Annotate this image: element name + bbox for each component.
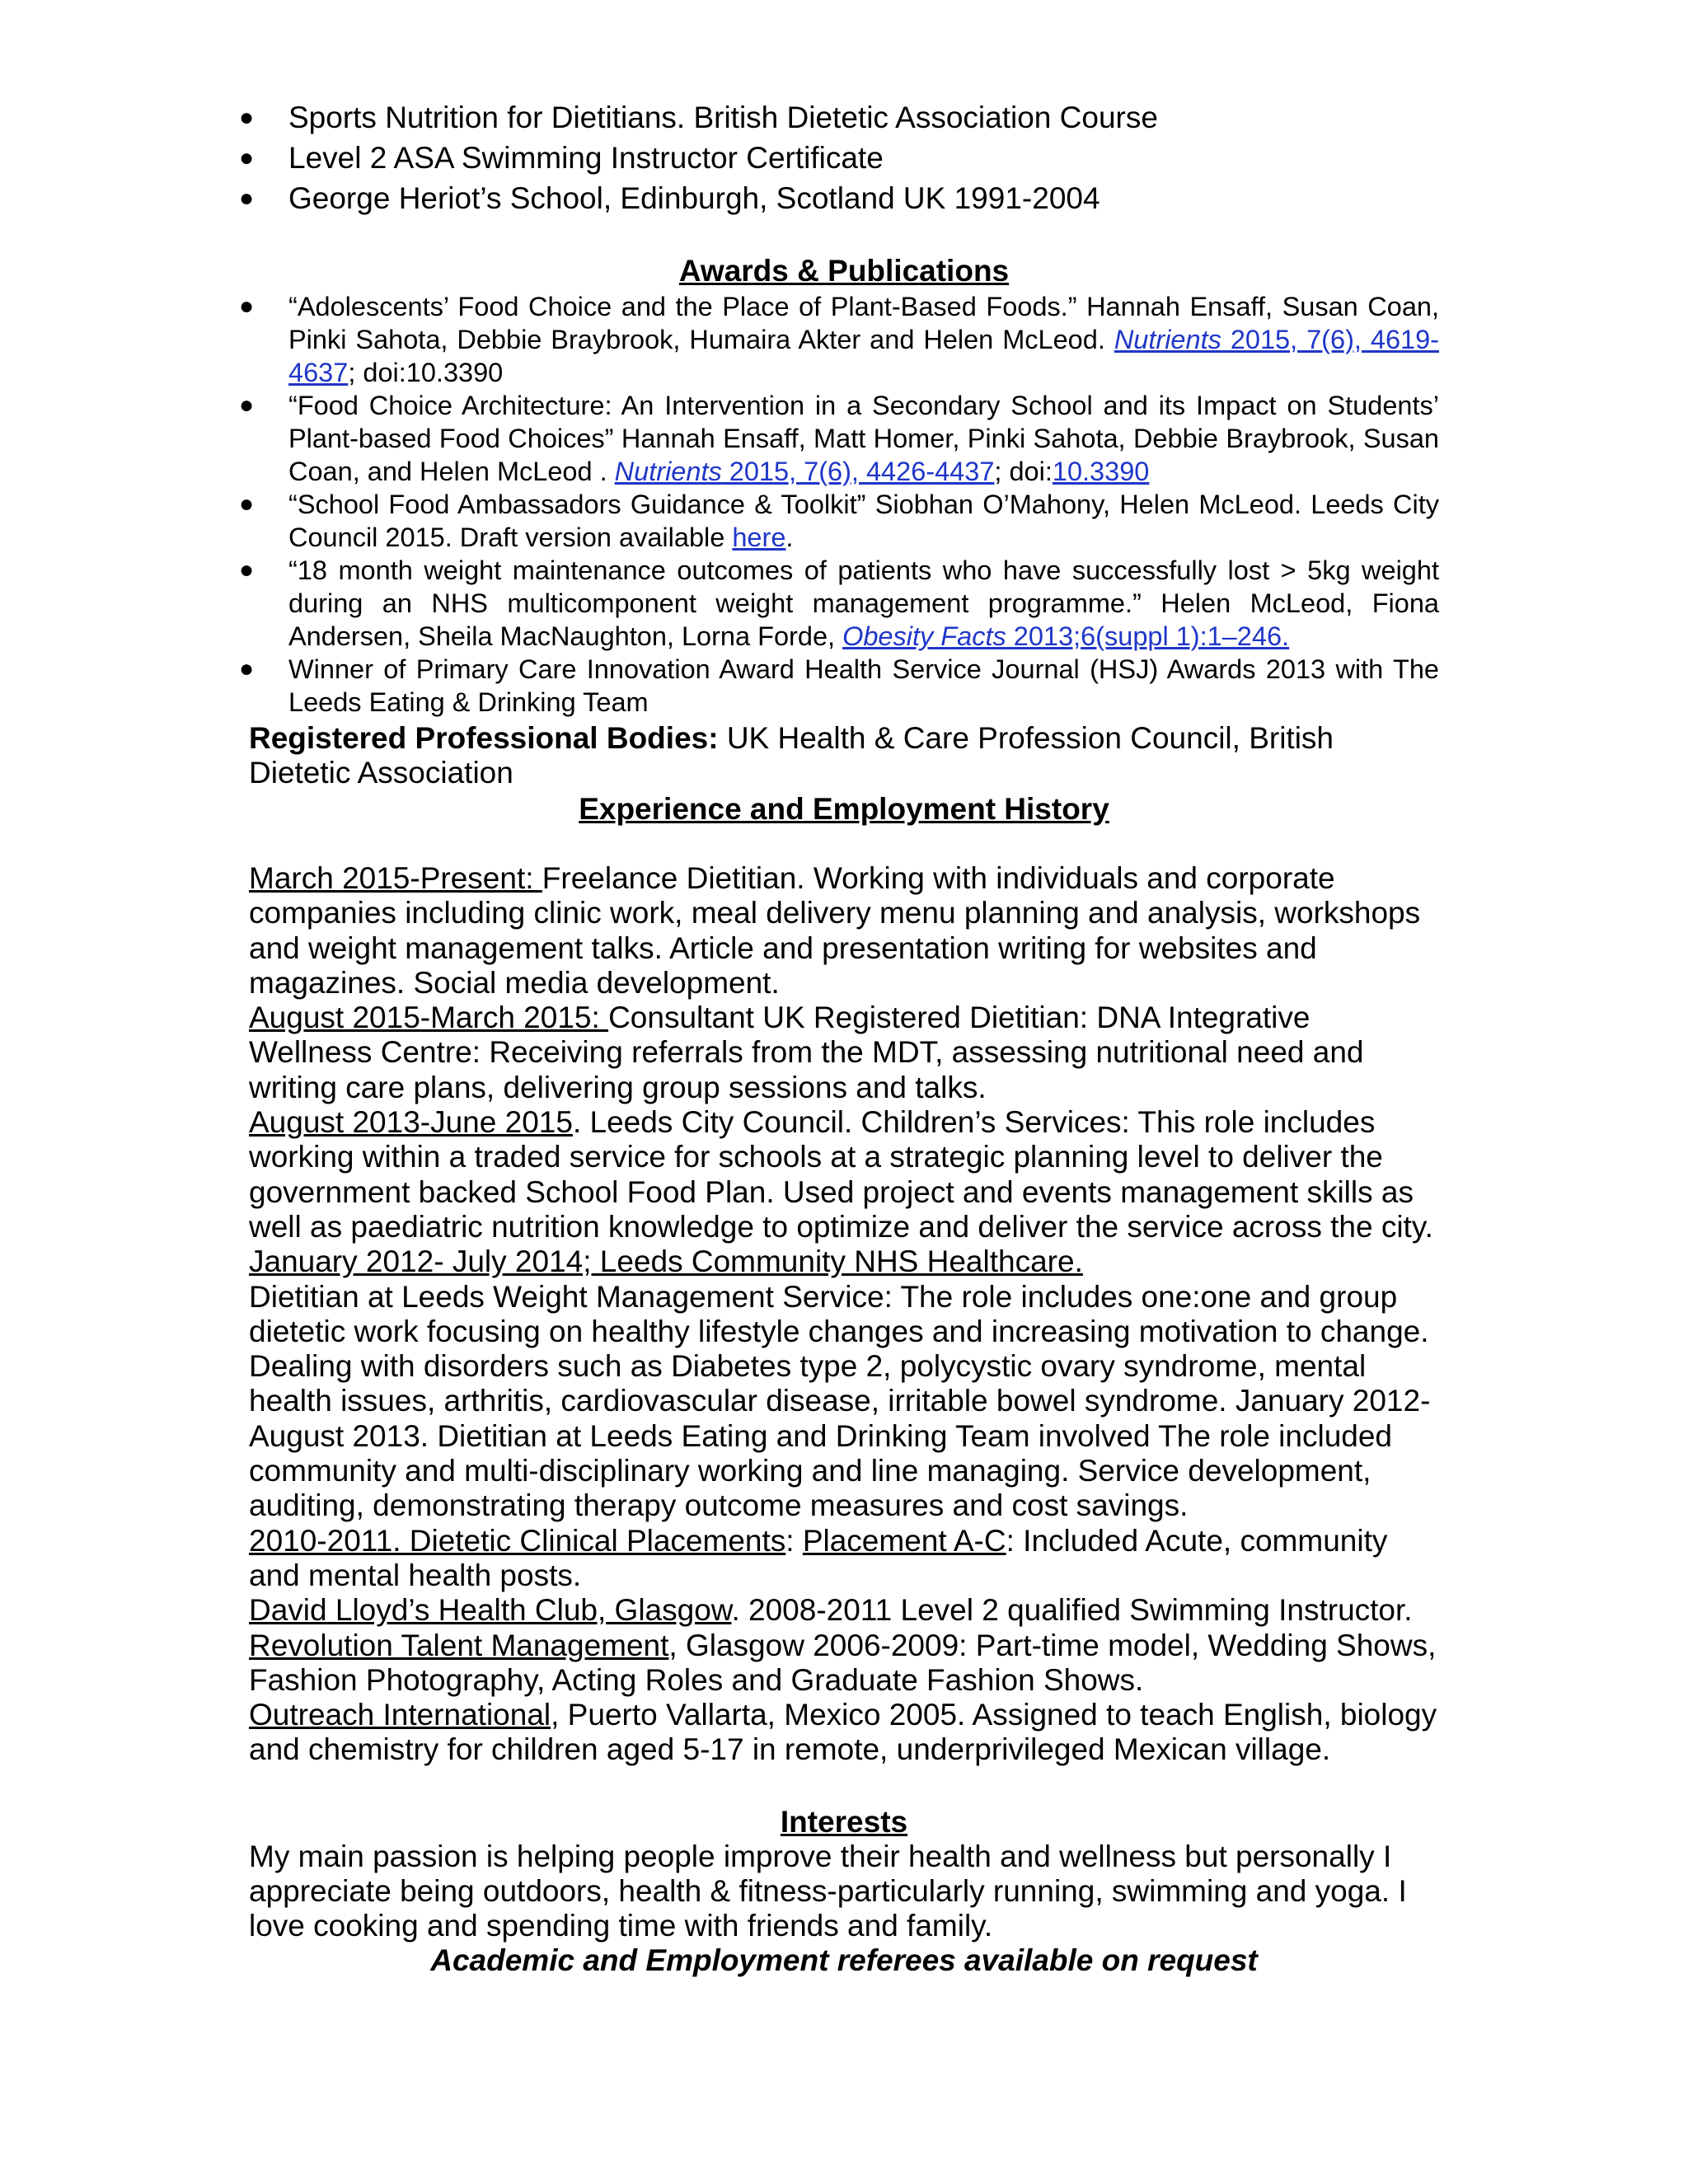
awards-list [239, 290, 1439, 719]
experience-entry: 2010-2011. Dietetic Clinical Placements: Placement A-C: Included Acute, community and mental health posts. [249, 1523, 1388, 1592]
list-item: ● Winner of Primary Care Innovation Award Health Service Journal (HSJ) Awards 2013 with The Leeds Eating & Drinking Team [249, 653, 1439, 719]
bullet-icon: ● [239, 293, 255, 320]
list-item: ● “18 month weight maintenance outcomes of patients who have successfully lost > 5kg weight during an NHS multicomponent weight management programme.” Helen McLeod, Fiona Andersen, Sheila MacNaughton, Lorna Forde, Obesity Facts 2013;6(suppl 1):1–246. [249, 554, 1439, 653]
experience-entry: Revolution Talent Management, Glasgow 2006-2009: Part-time model, Wedding Shows, Fashion Photography, Acting Roles and Graduate Fashion Shows. [249, 1628, 1437, 1697]
experience-entry: August 2015-March 2015: Consultant UK Registered Dietitian: DNA Integrative Wellness Centre: Receiving referrals from the MDT, assessing nutritional need and writing care plans, delivering group sessions and talks. [249, 1001, 1364, 1104]
here-link[interactable]: here [732, 523, 786, 552]
bullet-icon: ● [239, 490, 255, 518]
registered-bodies: Registered Professional Bodies: UK Health & Care Profession Council, British Dietetic Association [249, 721, 1334, 790]
bullet-icon: ● [239, 655, 255, 682]
awards-heading: Awards & Publications [678, 254, 1010, 288]
list-item: ● “School Food Ambassadors Guidance & Toolkit” Siobhan O’Mahony, Helen McLeod. Leeds City Council 2015. Draft version available here. [249, 488, 1439, 554]
experience-entry: January 2012- July 2014; Leeds Community NHS Healthcare. [249, 1244, 1083, 1279]
experience-entry: Dietitian at Leeds Weight Management Service: The role includes one:one and group dietetic work focusing on healthy lifestyle changes and increasing motivation to change. Dealing with disorders such as Diabetes type 2, polycystic ovary syndrome, mental health issues, arthritis, cardiovascular disease, irritable bowel syndrome. January 2012-August 2013. Dietitian at Leeds Eating and Drinking Team involved The role included community and multi-disciplinary working and line managing. Service development, auditing, demonstrating therapy outcome measures and cost savings. [249, 1279, 1431, 1523]
publication-link[interactable]: Nutrients 2015, 7(6), 4619-4637 [288, 325, 1439, 387]
interests-text: My main passion is helping people improve their health and wellness but personally I appreciate being outdoors, health & fitness-particularly running, swimming and yoga. I love cooking and spending time with friends and family. [249, 1840, 1407, 1943]
list-item: ● George Heriot’s School, Edinburgh, Scotland UK 1991-2004 [249, 178, 1439, 218]
education-list [239, 97, 1439, 218]
list-item: ● Level 2 ASA Swimming Instructor Certificate [249, 138, 1439, 178]
interests-heading: Interests [780, 1805, 908, 1839]
list-item: ● “Adolescents’ Food Choice and the Place of Plant-Based Foods.” Hannah Ensaff, Susan Coan, Pinki Sahota, Debbie Braybrook, Humaira Akter and Helen McLeod. Nutrients 2015, 7(6), 4619-4637; doi:10.3390 [249, 290, 1439, 389]
doi-link[interactable]: 10.3390 [1052, 457, 1150, 486]
bullet-icon: ● [239, 391, 255, 419]
list-item: ● “Food Choice Architecture: An Intervention in a Secondary School and its Impact on Students’ Plant-based Food Choices” Hannah Ensaff, Matt Homer, Pinki Sahota, Debbie Braybrook, Susan Coan, and Helen McLeod . Nutrients 2015, 7(6), 4426-4437; doi:10.3390 [249, 389, 1439, 488]
experience-entry: August 2013-June 2015. Leeds City Council. Children’s Services: This role includes working within a traded service for schools at a strategic planning level to deliver the government backed School Food Plan. Used project and events management skills as well as paediatric nutrition knowledge to optimize and deliver the service across the city. [249, 1105, 1433, 1244]
bullet-icon: ● [239, 104, 255, 131]
experience-list [249, 861, 1439, 1768]
referees-note: Academic and Employment referees available on request [430, 1943, 1258, 1977]
experience-entry: March 2015-Present: Freelance Dietitian. Working with individuals and corporate companies including clinic work, meal delivery menu planning and analysis, workshops and weight management talks. Article and presentation writing for websites and magazines. Social media development. [249, 861, 1421, 1000]
bullet-icon: ● [239, 185, 255, 212]
experience-entry: Outreach International, Puerto Vallarta, Mexico 2005. Assigned to teach English, biology and chemistry for children aged 5-17 in remote, underprivileged Mexican village. [249, 1698, 1437, 1767]
publication-link[interactable]: Nutrients 2015, 7(6), 4426-4437 [614, 457, 995, 486]
experience-entry: David Lloyd’s Health Club, Glasgow. 2008-2011 Level 2 qualified Swimming Instructor. [249, 1593, 1413, 1628]
experience-heading: Experience and Employment History [579, 792, 1109, 826]
bullet-icon: ● [239, 556, 255, 583]
list-item: ● Sports Nutrition for Dietitians. British Dietetic Association Course [249, 97, 1439, 138]
publication-link[interactable]: Obesity Facts 2013;6(suppl 1):1–246. [842, 621, 1290, 651]
bullet-icon: ● [239, 144, 255, 171]
